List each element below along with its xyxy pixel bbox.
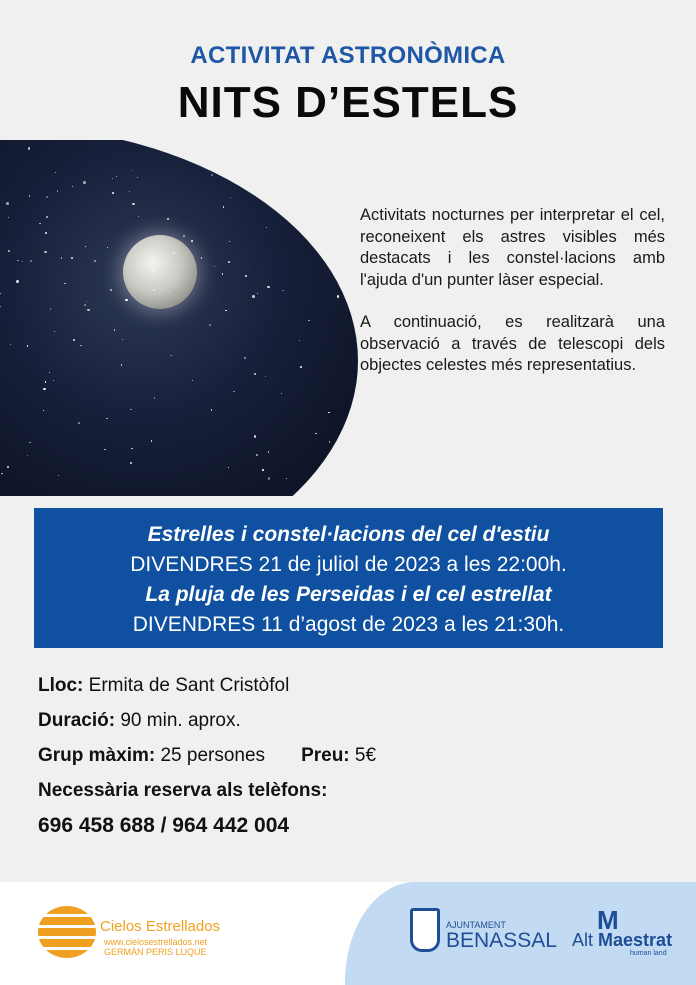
star-dot — [28, 147, 31, 150]
star-dot — [319, 470, 320, 471]
events-banner — [34, 508, 663, 648]
reservation-label: Necessària reserva als telèfons: — [38, 780, 328, 801]
description-paragraph: A continuació, es realitzarà una observació a través de telescopi dels objectes celestes més representatius. — [360, 313, 665, 374]
star-dot — [183, 235, 186, 238]
star-dot — [29, 195, 31, 197]
star-dot — [22, 261, 23, 262]
star-dot — [268, 477, 271, 480]
star-dot — [333, 142, 335, 144]
star-dot — [1, 473, 2, 474]
group-label: Grup màxim: — [38, 745, 156, 766]
star-dot — [230, 197, 231, 198]
star-dot — [6, 202, 9, 205]
alt-maestrat-m-icon: M — [597, 905, 619, 935]
activity-description — [360, 205, 665, 398]
star-dot — [222, 273, 224, 275]
star-dot — [137, 177, 138, 178]
star-dot — [27, 345, 29, 347]
star-dot — [173, 252, 174, 253]
star-dot — [44, 251, 47, 254]
star-dot — [254, 373, 256, 375]
star-dot — [300, 168, 301, 169]
star-dot — [152, 269, 155, 272]
star-dot — [315, 433, 317, 435]
star-dot — [71, 257, 73, 259]
star-dot — [112, 178, 113, 179]
star-dot — [311, 147, 313, 149]
star-dot — [228, 261, 230, 263]
star-dot — [268, 451, 270, 453]
star-dot — [254, 435, 257, 438]
star-dot — [8, 250, 10, 252]
star-dot — [329, 441, 330, 442]
star-dot — [122, 339, 123, 340]
star-dot — [110, 289, 112, 291]
star-dot — [209, 324, 211, 326]
reservation-row — [38, 776, 658, 811]
cielos-details — [104, 937, 207, 957]
star-dot — [30, 260, 32, 262]
star-dot — [107, 247, 108, 248]
cielos-person: GERMÁN PERIS LUQUE — [104, 947, 207, 957]
star-dot — [170, 355, 171, 356]
star-dot — [223, 206, 225, 208]
price-label: Preu: — [301, 745, 350, 766]
star-dot — [286, 172, 287, 173]
star-dot — [266, 227, 267, 228]
star-dot — [169, 291, 170, 292]
star-dot — [94, 260, 96, 262]
star-dot — [225, 310, 227, 312]
benassal-top: AJUNTAMENT — [446, 920, 506, 930]
star-dot — [73, 339, 75, 341]
event-info — [38, 671, 658, 846]
star-dot — [114, 329, 115, 330]
star-dot — [125, 299, 128, 302]
star-dot — [286, 478, 287, 479]
star-dot — [72, 186, 73, 187]
star-dot — [151, 440, 153, 442]
benassal-name: BENASSAL — [446, 929, 557, 952]
star-dot — [80, 345, 81, 346]
star-dot — [308, 320, 310, 322]
star-dot — [85, 246, 86, 247]
star-dot — [214, 266, 215, 267]
price-value: 5€ — [354, 745, 377, 766]
star-dot — [46, 216, 48, 218]
star-dot — [43, 388, 46, 391]
location-value: Ermita de Sant Cristòfol — [88, 675, 290, 696]
star-dot — [0, 293, 1, 294]
star-dot — [17, 260, 18, 261]
star-dot — [53, 380, 54, 381]
star-dot — [192, 380, 193, 381]
star-dot — [131, 448, 132, 449]
star-dot — [245, 275, 247, 277]
star-dot — [267, 286, 270, 289]
star-dot — [191, 240, 193, 242]
star-dot — [64, 283, 66, 285]
event-date: DIVENDRES 21 de juliol de 2023 a les 22:00h. — [130, 553, 567, 576]
star-dot — [10, 344, 11, 345]
star-dot — [233, 391, 234, 392]
description-paragraph: Activitats nocturnes per interpretar el cel, reconeixent els astres visibles més destacats i les constel·lacions amb l'ajuda d'un punter làser especial. — [360, 206, 665, 289]
star-dot — [211, 174, 214, 177]
star-dot — [45, 232, 47, 234]
star-dot — [229, 241, 230, 242]
star-dot — [43, 410, 44, 411]
star-dot — [27, 455, 28, 456]
duration-row — [38, 706, 658, 741]
star-dot — [58, 475, 59, 476]
star-dot — [299, 340, 300, 341]
star-dot — [256, 454, 258, 456]
star-dot — [83, 181, 86, 184]
star-dot — [87, 309, 90, 312]
star-dot — [132, 203, 135, 206]
star-dot — [224, 166, 226, 168]
star-dot — [54, 331, 56, 333]
star-dot — [116, 176, 117, 177]
star-dot — [154, 397, 155, 398]
star-dot — [45, 381, 47, 383]
star-dot — [211, 409, 213, 411]
star-dot — [138, 216, 139, 217]
poster-title: NITS D’ESTELS — [177, 78, 519, 127]
star-dot — [228, 467, 229, 468]
alt-text: Alt — [572, 930, 594, 950]
star-dot — [131, 170, 133, 172]
night-sky-image — [0, 140, 358, 496]
alt-maestrat-tagline: human land — [630, 950, 667, 957]
star-dot — [252, 295, 255, 298]
duration-label: Duració: — [38, 710, 116, 731]
event-date: DIVENDRES 11 d’agost de 2023 a les 21:30h. — [132, 613, 565, 636]
star-dot — [323, 222, 324, 223]
star-dot — [8, 217, 9, 218]
star-dot — [201, 257, 203, 259]
duration-value: 90 min. aprox. — [120, 710, 241, 731]
star-dot — [328, 412, 329, 413]
star-dot — [167, 218, 169, 220]
location-row — [38, 671, 658, 706]
star-dot — [84, 304, 86, 306]
star-dot — [61, 257, 63, 259]
maestrat-text: Maestrat — [598, 930, 673, 950]
activity-subtitle: ACTIVITAT ASTRONÒMICA — [190, 42, 506, 69]
group-price-row — [38, 741, 658, 776]
alt-maestrat-logo — [572, 930, 672, 951]
star-dot — [78, 422, 80, 424]
star-dot — [244, 357, 246, 359]
star-dot — [337, 295, 340, 298]
star-dot — [55, 172, 56, 173]
star-dot — [262, 469, 264, 471]
cielos-url: www.cielosestrellados.net — [104, 937, 208, 947]
star-dot — [121, 364, 123, 366]
star-dot — [282, 290, 284, 292]
star-dot — [300, 366, 301, 367]
star-dot — [281, 393, 282, 394]
cielos-estrellados-logo-icon — [38, 906, 96, 958]
star-dot — [130, 462, 132, 464]
star-dot — [130, 409, 131, 410]
benassal-shield-icon — [410, 908, 440, 952]
star-dot — [7, 466, 8, 467]
star-dot — [16, 280, 19, 283]
star-dot — [49, 372, 51, 374]
star-dot — [39, 223, 41, 225]
star-dot — [112, 192, 114, 194]
star-dot — [50, 308, 52, 310]
moon-image — [123, 235, 197, 309]
location-label: Lloc: — [38, 675, 84, 696]
group-value: 25 persones — [160, 745, 266, 766]
star-dot — [104, 449, 106, 451]
event-name: Estrelles i constel·lacions del cel d'estiu — [147, 523, 550, 546]
star-dot — [257, 293, 258, 294]
star-dot — [129, 191, 130, 192]
star-dot — [57, 190, 58, 191]
star-dot — [0, 306, 1, 307]
event-name: La pluja de les Perseidas i el cel estrellat — [145, 583, 552, 606]
star-dot — [294, 176, 295, 177]
star-dot — [106, 418, 107, 419]
star-dot — [265, 376, 266, 377]
cielos-name: Cielos Estrellados — [100, 918, 221, 935]
star-dot — [86, 301, 87, 302]
star-dot — [29, 442, 30, 443]
star-dot — [46, 196, 48, 198]
phone-numbers: 696 458 688 / 964 442 004 — [38, 814, 290, 837]
